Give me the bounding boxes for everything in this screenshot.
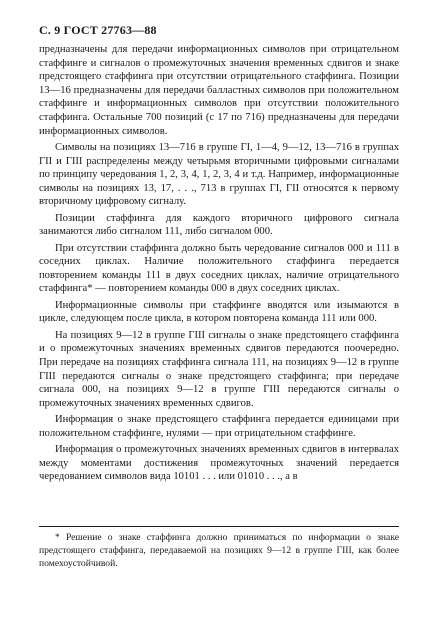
paragraph-5: Информационные символы при стаффинге вводятся или изымаются в цикле, следующем после цикла, в котором повторена команда 111 или 000. <box>39 299 399 325</box>
paragraph-6: На позициях 9—12 в группе ГIII сигналы о знаке предстоящего стаффинга и о промежуточных значениях временных сдвигов передаются поочередно. При передаче на позициях стаффинга сигнала 111, на позициях 9—12 в группе ГIII передаются сигналы о знаке предстоящего стаффинга; при передаче сигнала 000, на позициях 9—12 в группе ГIII передаются сигналы о промежуточных значениях временных сдвигов. <box>39 329 399 409</box>
body-text <box>39 43 399 487</box>
footnote: * Решение о знаке стаффинга должно приниматься по информации о знаке предстоящего стаффинга, передаваемой на позициях 9—12 в группе ГIII, как более помехоустойчивой. <box>39 532 399 569</box>
page-header: С. 9 ГОСТ 27763—88 <box>39 23 157 37</box>
paragraph-7: Информация о знаке предстоящего стаффинга передается единицами при положительном стаффинге, нулями — при отрицательном стаффинге. <box>39 414 399 439</box>
paragraph-3: Позиции стаффинга для каждого вторичного цифрового сигнала занимаются либо сигналом 111, либо сигналом 000. <box>39 212 399 238</box>
footnote-divider <box>39 526 399 527</box>
paragraph-1: предназначены для передачи информационных символов при отрицательном стаффинге и сигналов о промежуточных значения временных сдвигов и знаке предстоящего стаффинга при отсутствии отрицательного стаффинга. Позиции 13—16 предназначены для передачи балластных символов при положительном стаффинге и информационных символов при отсутствии положительного стаффинга. Остальные 700 позиций (с 17 по 716) предназначены для передачи информационных символов. <box>39 44 399 137</box>
paragraph-8: Информация о промежуточных значениях временных сдвигов в интервалах между моментами достижения промежуточных значений передается чередованием символов вида 10101 . . . или 01010 . . ., а в <box>39 444 399 483</box>
paragraph-4: При отсутствии стаффинга должно быть чередование сигналов 000 и 111 в соседних циклах. Наличие положительного стаффинга передается повторением команды 111 в двух соседних циклах, наличие отрицательного стаффинга* — повторением команды 000 в двух соседних циклах. <box>39 242 399 295</box>
paragraph-2: Символы на позициях 13—716 в группе ГI, 1—4, 9—12, 13—716 в группах ГII и ГIII распределены между четырьмя вторичными цифровыми сигналами по принципу чередования 1, 2, 3, 4, 1, 2, 3, 4 и т.д. Например, информационные символы на позициях 13, 17, . . ., 713 в группах ГI, ГII относятся к первому вторичному цифровому сигналу. <box>39 141 399 208</box>
